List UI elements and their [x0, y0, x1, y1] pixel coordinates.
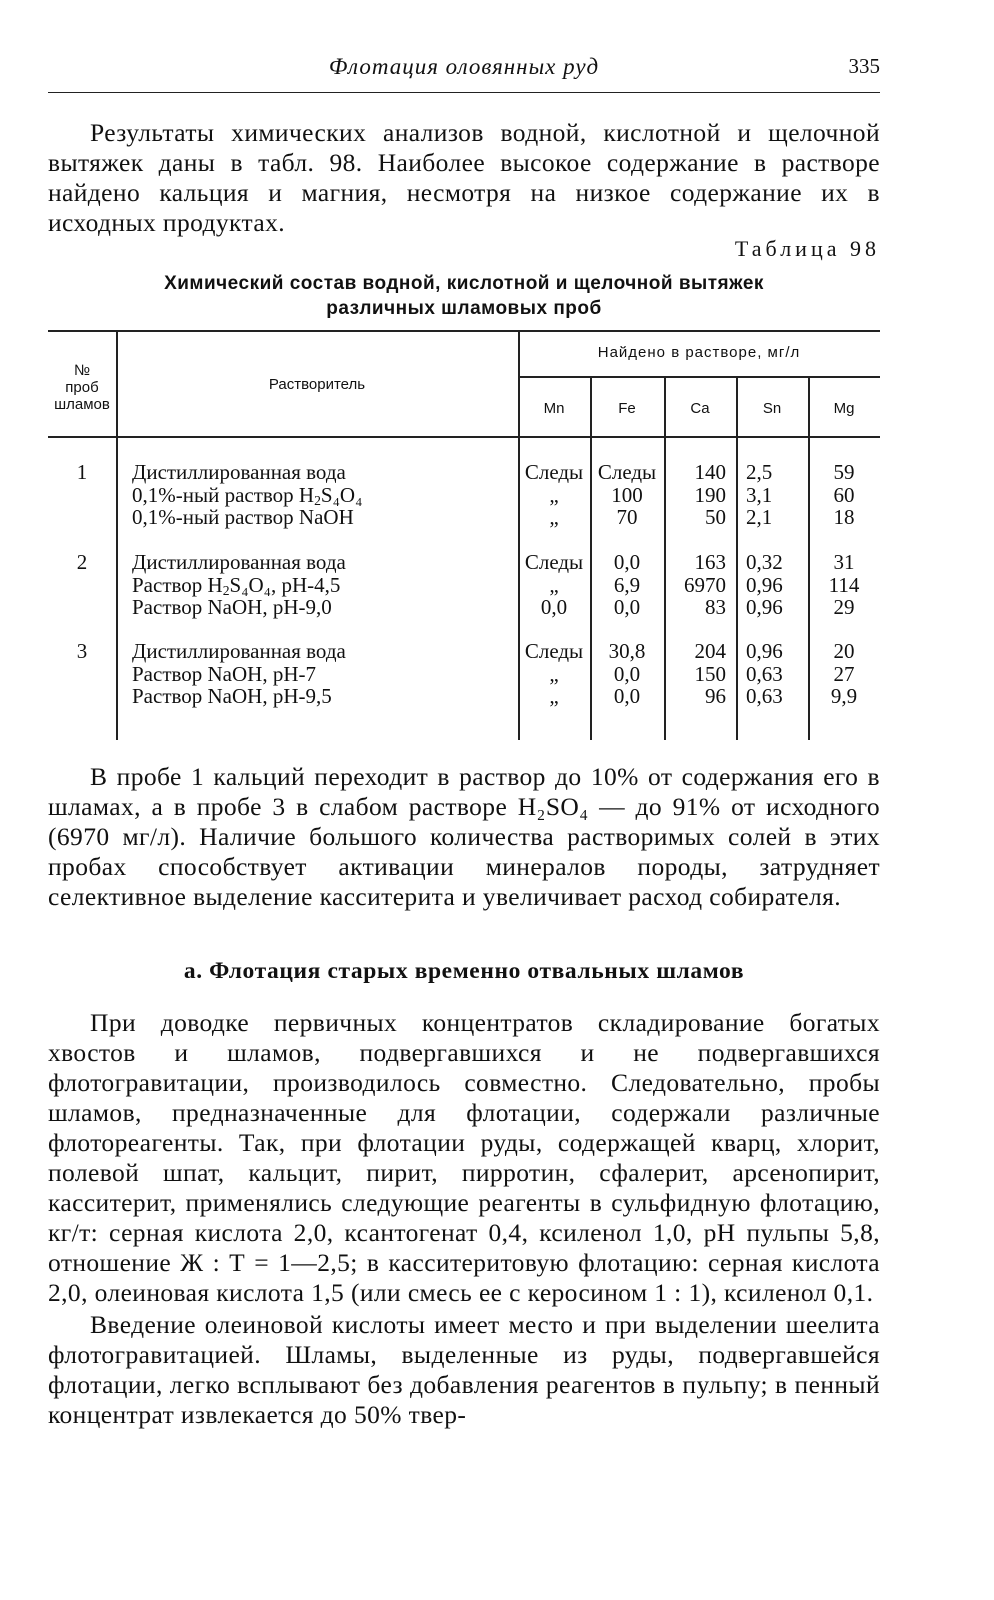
- solvent-cell: Дистиллированная вода Раствор $H_2S_4O_4$, pH-4,5 Раствор NaOH, pH-9,0: [132, 550, 346, 620]
- page-number: 335: [848, 54, 880, 78]
- table-caption: [100, 271, 828, 321]
- sample-number: 1: [76, 460, 88, 484]
- section-heading: а. Флотация старых временно отвальных шламов: [183, 958, 745, 984]
- section-paragraph-1: При доводке первичных концентратов складирование богатых хвостов и шламов, подвергавшихся и не подвергавшихся флотогравитации, производилось совместно. Следовательно, пробы шламов, предназначенные для флотации, содержали различные флотореагенты. Так, при флотации руды, содержащей кварц, хлорит, полевой шпат, кальцит, пирит, пирротин, сфалерит, арсенопирит, касситерит, применялись следующие реагенты в сульфидную флотацию, кг/т: серная кислота 2,0, ксантогенат 0,4, ксиленол 1,0, pH пульпы 5,8, отношение Ж : Т = 1—2,5; в касситеритовую флотацию: серная кислота 2,0, олеиновая кислота 1,5 (или смесь ее с керосином 1 : 1), ксиленол 0,1.: [48, 1008, 880, 1307]
- fe-cell: 0,0 6,9 0,0: [613, 550, 641, 620]
- table-group-rule: [518, 376, 880, 378]
- header-sn: Sn: [762, 400, 782, 417]
- paragraph-after-table: В пробе 1 кальций переходит в раствор до 10% от содержания его в шламах, а в пробе 3 в слабом растворе H₂SO₄ — до 91% от исходного (6970 мг/л). Наличие большого количества растворимых солей в этих пробах способствует активации минералов породы, затрудняет селективное выделение касситерита и увеличивает расход собирателя.: [48, 762, 880, 911]
- mn-cell: Следы „ „: [524, 639, 584, 709]
- data-table: [48, 330, 880, 740]
- header-found: Найдено в растворе, мг/л: [597, 344, 801, 361]
- running-title: Флотация оловянных руд: [328, 54, 600, 79]
- table-label: Таблица 98: [734, 236, 880, 261]
- mg-cell: 59 60 18: [833, 460, 855, 530]
- section-paragraph-2: Введение олеиновой кислоты имеет место и при выделении шеелита флотогравитацией. Шламы, выделенные из руды, подвергавшейся флотации, легко всплывают без добавления реагентов в пульпу; в пенный концентрат извлекается до 50% твер-: [48, 1310, 880, 1429]
- running-header: [48, 52, 880, 93]
- intro-paragraph: Результаты химических анализов водной, кислотной и щелочной вытяжек даны в табл. 98. Наиболее высокое содержание в растворе найдено кальция и магния, несмотря на низкое содержание их в исходных продуктах.: [48, 118, 880, 237]
- sample-number: 2: [76, 550, 88, 574]
- header-mg: Mg: [833, 400, 855, 417]
- header-mn: Mn: [543, 400, 565, 417]
- mg-cell: 31 114 29: [828, 550, 860, 620]
- ca-cell: 140 190 50: [694, 460, 726, 530]
- solvent-cell: Дистиллированная вода 0,1%-ный раствор $H_2S_4O_4$ 0,1%-ный раствор NaOH: [132, 460, 363, 530]
- sn-cell: 0,96 0,63 0,63: [746, 639, 783, 709]
- table-header-rule: [48, 436, 880, 438]
- ca-cell: 163 6970 83: [684, 550, 726, 620]
- after-table-block: [48, 762, 880, 912]
- sn-cell: 2,5 3,1 2,1: [746, 460, 773, 530]
- header-sample-number: № проб шламов: [54, 362, 110, 413]
- table-caption-line-1: Химический состав водной, кислотной и щелочной вытяжек: [164, 273, 764, 294]
- mg-cell: 20 27 9,9: [830, 639, 858, 709]
- section-block-1: [48, 1008, 880, 1308]
- section-block-2: [48, 1310, 880, 1430]
- solvent-cell: Дистиллированная вода Раствор NaOH, pH-7 Раствор NaOH, pH-9,5: [132, 639, 346, 709]
- sn-cell: 0,32 0,96 0,96: [746, 550, 783, 620]
- ca-cell: 204 150 96: [694, 639, 726, 709]
- table-top-rule: [48, 330, 880, 332]
- table-vline: [736, 377, 738, 740]
- mn-cell: Следы „ „: [524, 460, 584, 530]
- intro-block: [48, 118, 880, 238]
- header-solvent: Растворитель: [268, 376, 366, 393]
- fe-cell: Следы 100 70: [597, 460, 657, 530]
- mn-cell: Следы „ 0,0: [524, 550, 584, 620]
- fe-cell: 30,8 0,0 0,0: [608, 639, 646, 709]
- sample-number: 3: [76, 639, 88, 663]
- header-ca: Ca: [690, 400, 710, 417]
- table-caption-line-2: различных шламовых проб: [326, 298, 602, 319]
- header-fe: Fe: [618, 400, 636, 417]
